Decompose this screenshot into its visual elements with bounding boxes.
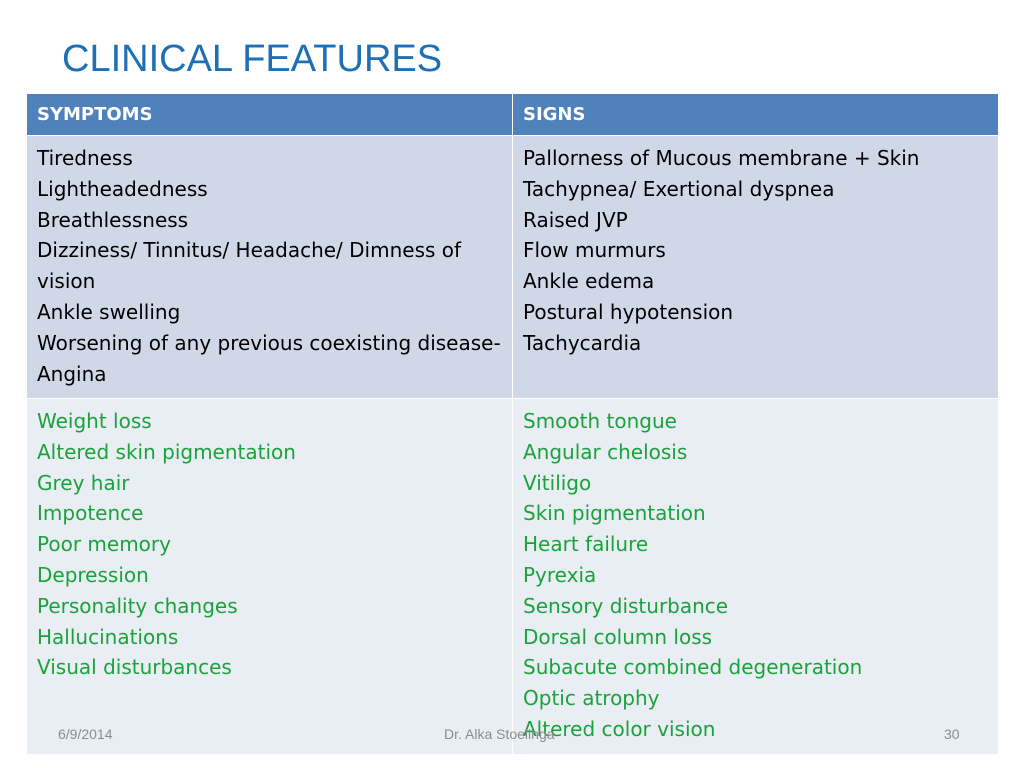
footer-date: 6/9/2014 (58, 726, 113, 742)
symptom-item: Worsening of any previous coexisting disease- Angina (37, 330, 501, 386)
symptom-item: Impotence (37, 501, 144, 526)
symptom-item: Depression (37, 562, 149, 587)
symptom-item: Visual disturbances (37, 655, 232, 680)
sign-item: Pallorness of Mucous membrane + Skin (523, 146, 920, 170)
symptom-item: Ankle swelling (37, 299, 181, 324)
sign-item: Heart failure (523, 532, 649, 557)
sign-item: Pyrexia (523, 562, 597, 587)
sign-item: Sensory disturbance (523, 593, 729, 618)
symptoms-cell (27, 136, 513, 399)
symptom-item: Dizziness/ Tinnitus/ Headache/ Dimness of vision (37, 238, 462, 294)
table-row (27, 399, 999, 755)
clinical-features-table (26, 93, 999, 755)
sign-item: Dorsal column loss (523, 624, 713, 649)
footer-author: Dr. Alka Stoelinga (444, 726, 555, 742)
sign-item: Subacute combined degeneration (523, 655, 863, 680)
sign-item: Skin pigmentation (523, 501, 706, 526)
table-header-row (27, 94, 999, 136)
table-row (27, 136, 999, 399)
sign-item: Altered color vision (523, 716, 716, 741)
footer-page-number: 30 (944, 726, 960, 742)
symptom-item: Breathlessness (37, 207, 189, 232)
sign-item: Optic atrophy (523, 686, 660, 711)
slide-title: CLINICAL FEATURES (62, 38, 443, 80)
sign-item: Smooth tongue (523, 409, 677, 433)
signs-cell (513, 136, 999, 399)
symptom-item: Grey hair (37, 470, 130, 495)
sign-item: Angular chelosis (523, 439, 688, 464)
sign-item: Tachycardia (523, 330, 642, 355)
header-symptoms: SYMPTOMS (27, 94, 513, 136)
sign-item: Postural hypotension (523, 299, 734, 324)
symptoms-cell (27, 399, 513, 755)
sign-item: Ankle edema (523, 269, 655, 294)
symptom-item: Hallucinations (37, 624, 179, 649)
symptom-item: Altered skin pigmentation (37, 439, 296, 464)
symptom-item: Tiredness (37, 146, 133, 170)
sign-item: Flow murmurs (523, 238, 666, 263)
symptom-item: Poor memory (37, 532, 171, 557)
signs-cell (513, 399, 999, 755)
sign-item: Raised JVP (523, 207, 628, 232)
symptom-item: Personality changes (37, 593, 238, 618)
sign-item: Vitiligo (523, 470, 592, 495)
header-signs: SIGNS (513, 94, 999, 136)
symptom-item: Lightheadedness (37, 176, 208, 201)
symptom-item: Weight loss (37, 409, 152, 433)
sign-item: Tachypnea/ Exertional dyspnea (523, 176, 835, 201)
